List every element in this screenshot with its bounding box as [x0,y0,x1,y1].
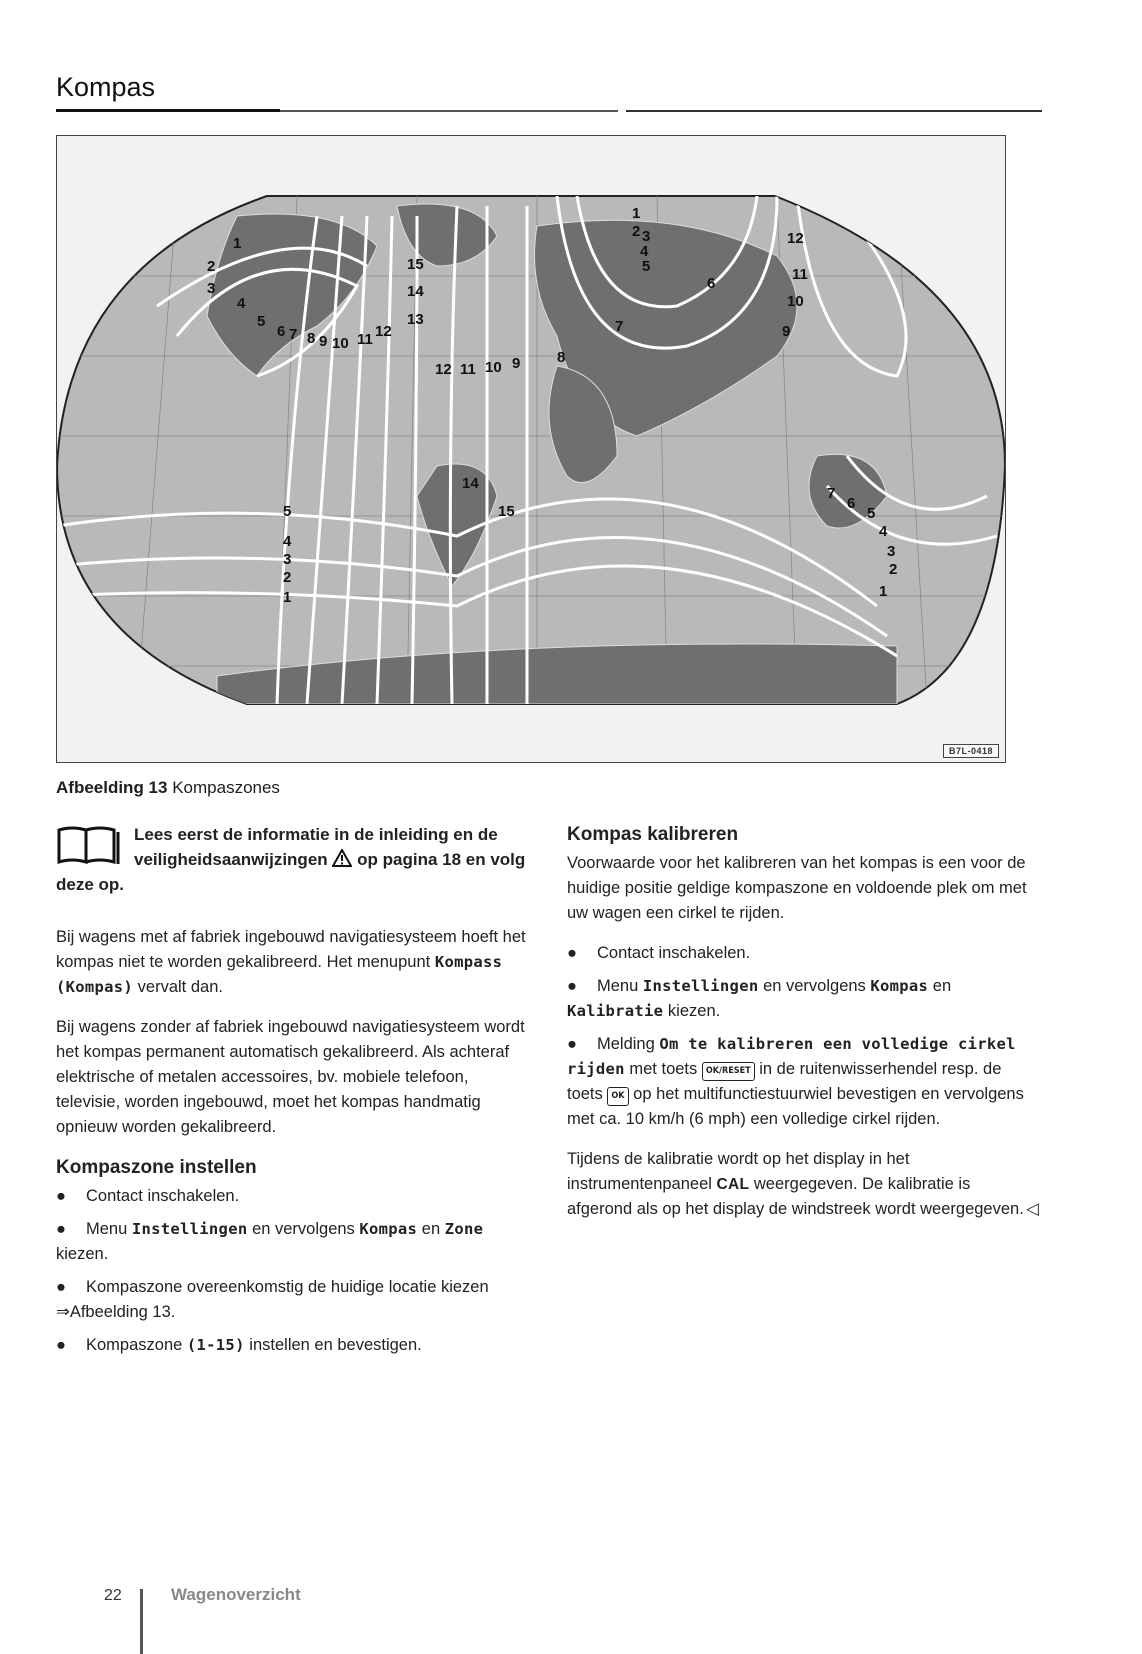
bullet-icon: ● [56,1278,66,1296]
text: op het multifunctiestuurwiel bevestigen en vervolgens met ca. 10 km/h (6 mph) een volledige cirkel rijden. [567,1085,1024,1128]
text: Bij wagens met af fabriek ingebouwd navigatiesysteem hoeft het kompas niet te worden gekalibreerd. Het menupunt [56,928,526,971]
svg-text:4: 4 [879,523,888,540]
left-column [56,822,526,1366]
svg-text:13: 13 [407,311,424,328]
svg-text:5: 5 [257,313,266,330]
svg-text:3: 3 [283,551,292,568]
svg-text:1: 1 [879,583,888,600]
svg-text:2: 2 [207,258,216,275]
text: Menu [597,977,639,995]
safety-note [56,822,526,897]
text: Tijdens de kalibratie wordt op het display in het instrumentenpaneel [567,1150,910,1193]
svg-text:15: 15 [498,503,515,520]
svg-text:3: 3 [642,228,651,245]
svg-text:11: 11 [460,361,476,378]
svg-text:12: 12 [375,323,392,340]
footer-divider [140,1589,143,1654]
section-heading: Kompas kalibreren [567,824,739,845]
list-item [567,941,1039,966]
svg-text:12: 12 [435,361,452,378]
svg-text:6: 6 [277,323,286,340]
svg-text:2: 2 [889,561,898,578]
text: instellen en bevestigen. [249,1336,422,1354]
menu-code: Kalibratie [567,1002,664,1020]
svg-text:15: 15 [407,256,424,273]
title-rule [56,109,280,112]
menu-code: Kompas [359,1220,418,1238]
figure-reference-link[interactable]: ⇒Afbeelding 13. [56,1303,176,1321]
text: Contact inschakelen. [597,944,751,962]
section-heading: Kompaszone instellen [56,1157,257,1178]
text: in de ruitenwisserhendel resp. de toets [567,1060,1002,1103]
svg-text:8: 8 [557,349,566,366]
svg-text:7: 7 [615,318,624,335]
text: kiezen. [56,1245,109,1263]
svg-text:14: 14 [407,283,424,300]
svg-text:9: 9 [512,355,521,372]
svg-text:2: 2 [632,223,641,240]
text: en [932,977,952,995]
svg-text:2: 2 [283,569,292,586]
svg-text:4: 4 [237,295,246,312]
svg-text:1: 1 [283,589,292,606]
page-title: Kompas [56,72,156,102]
svg-text:3: 3 [207,280,216,297]
svg-text:10: 10 [485,359,502,376]
text: weergegeven. De kalibratie is afgerond als op het display de windstreek wordt weergegeven. [567,1175,1024,1218]
book-icon [56,824,122,868]
svg-text:1: 1 [233,235,242,252]
text: met toets [629,1060,698,1078]
svg-text:8: 8 [307,330,316,347]
bullet-icon: ● [56,1220,66,1238]
menu-code: Kompass (Kompas) [56,953,503,996]
footer-section-title: Wagenoverzicht [171,1585,301,1604]
svg-text:5: 5 [642,258,651,275]
text: Melding [597,1035,655,1053]
text: vervalt dan. [137,978,223,996]
menu-code: Kompas [870,977,929,995]
svg-text:9: 9 [319,333,328,350]
text: en vervolgens [252,1220,355,1238]
list-item [56,1184,526,1209]
svg-text:4: 4 [640,243,649,260]
world-map-illustration [57,136,1005,762]
svg-text:10: 10 [332,335,349,352]
zone-range-code: (1-15) [186,1336,245,1354]
text: Contact inschakelen. [86,1187,240,1205]
menu-code: Zone [444,1220,484,1238]
page-number: 22 [104,1587,122,1604]
caption-label: Afbeelding 13 [56,778,168,797]
ok-key-icon: OK [607,1087,628,1106]
svg-text:11: 11 [792,266,808,283]
text: en [421,1220,441,1238]
bullet-icon: ● [567,944,577,962]
list-item [56,1275,526,1325]
text: en vervolgens [763,977,866,995]
right-column [567,822,1039,1237]
svg-text:5: 5 [867,505,876,522]
note-text: Lees eerst de informatie in de inleiding en de veiligheidsaanwijzingen [134,825,498,869]
section-end-icon: ◁ [1026,1200,1039,1218]
bullet-icon: ● [567,977,577,995]
paragraph [56,925,526,1000]
bullet-icon: ● [56,1336,66,1354]
paragraph: Voorwaarde voor het kalibreren van het kompas is een voor de huidige positie geldige kompaszone en voldoende plek om met uw wagen een cirkel te rijden. [567,854,1027,922]
paragraph [567,1147,1039,1222]
figure-caption [56,778,280,798]
list-item [567,1032,1039,1132]
menu-code: Instellingen [131,1220,248,1238]
bullet-icon: ● [567,1035,577,1053]
text: Menu [86,1220,128,1238]
list-item [56,1333,526,1358]
paragraph: Bij wagens zonder af fabriek ingebouwd navigatiesysteem wordt het kompas permanent automatisch gekalibreerd. Als achteraf elektrische of metalen accessoires, bv. mobiele telefoon, televisie, worden ingebouwd, moet het kompas handmatig opnieuw worden gekalibreerd. [56,1018,525,1136]
list-item [567,974,1039,1024]
svg-text:9: 9 [782,323,791,340]
ok-reset-key-icon: OK/RESET [702,1062,755,1081]
svg-text:7: 7 [289,326,298,343]
note-text-cont: op pagina 18 en volg deze op. [56,850,526,894]
svg-text:6: 6 [707,275,716,292]
title-rule [280,110,618,112]
svg-text:7: 7 [827,485,836,502]
display-message-code: Om te kalibreren een volledige cirkel rijden [567,1035,1016,1078]
svg-text:10: 10 [787,293,804,310]
svg-text:12: 12 [787,230,804,247]
text: kiezen. [667,1002,721,1020]
bullet-icon: ● [56,1187,66,1205]
menu-code: Instellingen [642,977,759,995]
compass-zone-map-figure [56,135,1006,763]
svg-text:3: 3 [887,543,896,560]
figure-code: B7L-0418 [943,744,999,758]
text: Kompaszone overeenkomstig de huidige locatie kiezen [86,1278,489,1296]
svg-text:6: 6 [847,495,856,512]
svg-text:5: 5 [283,503,292,520]
svg-text:14: 14 [462,475,479,492]
title-rule [626,110,1042,112]
caption-text: Kompaszones [172,778,280,797]
svg-text:4: 4 [283,533,292,550]
display-code: CAL [716,1176,750,1193]
text: Kompaszone [86,1336,183,1354]
list-item [56,1217,526,1267]
svg-text:1: 1 [632,205,641,222]
svg-text:11: 11 [357,331,373,348]
warning-triangle-icon [332,849,352,867]
